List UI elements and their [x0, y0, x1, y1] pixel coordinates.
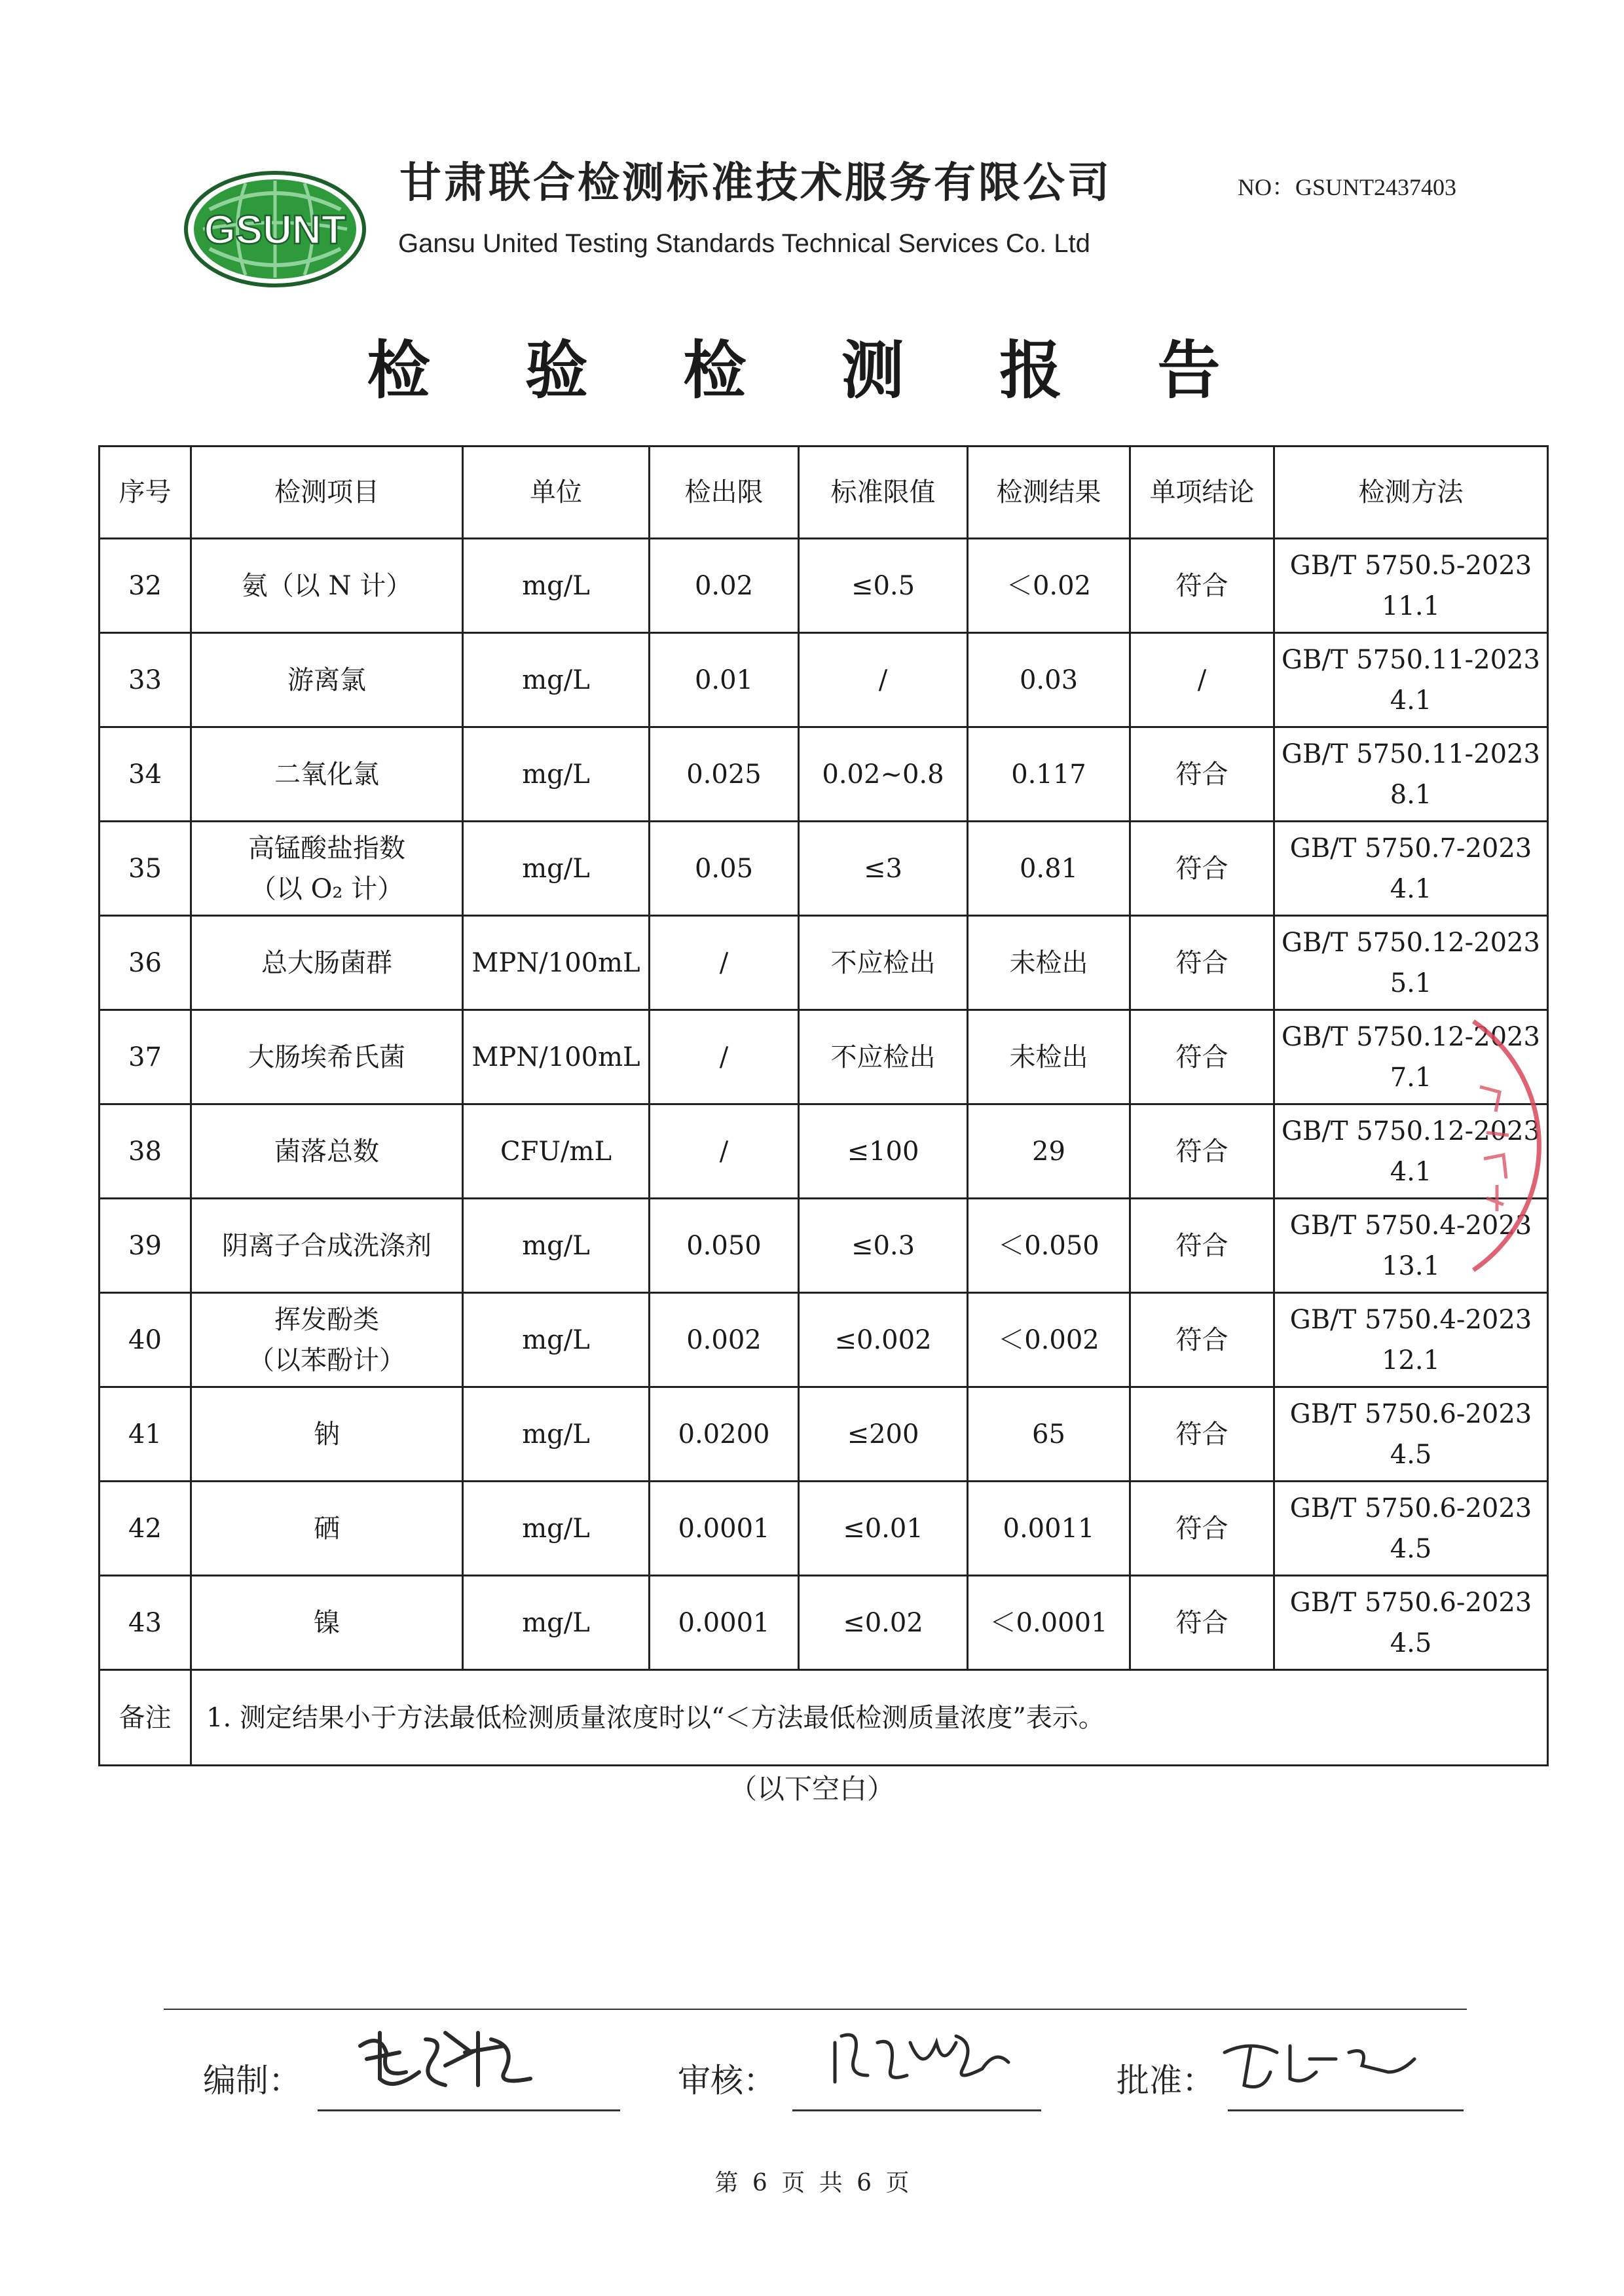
- note-text: 1. 测定结果小于方法最低检测质量浓度时以“＜方法最低检测质量浓度”表示。: [191, 1670, 1548, 1766]
- test-result-text: 0.117: [1011, 759, 1086, 790]
- unit-text: mg/L: [522, 1513, 590, 1544]
- test-method-text: 8.1: [1390, 779, 1432, 810]
- logo-text: GSUNT: [204, 208, 346, 253]
- row-number: [100, 1199, 191, 1293]
- report-title: 检 验 检 测 报 告: [367, 334, 1257, 407]
- test-result-text: 29: [1032, 1136, 1065, 1167]
- unit: [463, 822, 650, 916]
- unit-text: MPN/100mL: [471, 947, 640, 978]
- detection-limit: [650, 822, 799, 916]
- detection-limit: [650, 916, 799, 1010]
- detection-limit-text: /: [719, 1042, 729, 1072]
- test-item-text: 大肠埃希氏菌: [248, 1042, 405, 1072]
- table-row: [100, 1010, 1548, 1104]
- test-method-text: GB/T 5750.6-2023: [1289, 1587, 1532, 1618]
- standard-limit: [799, 539, 968, 633]
- test-item-text: 二氧化氯: [274, 759, 379, 790]
- test-method-text: 4.1: [1390, 685, 1432, 716]
- test-item-text: 游离氯: [287, 665, 366, 695]
- test-result: [968, 539, 1130, 633]
- unit-text: mg/L: [522, 570, 590, 601]
- detection-limit-text: 0.0001: [678, 1607, 770, 1638]
- test-item-text: 阴离子合成洗涤剂: [222, 1230, 432, 1261]
- test-method: [1274, 633, 1548, 727]
- standard-limit: [799, 1199, 968, 1293]
- test-item: [191, 1010, 463, 1104]
- standard-limit-text: 不应检出: [830, 1042, 936, 1072]
- test-method: [1274, 1387, 1548, 1482]
- standard-limit-text: 0.02~0.8: [822, 759, 944, 790]
- conclusion-text: 符合: [1175, 1607, 1228, 1638]
- test-item-text: 镍: [314, 1607, 340, 1638]
- conclusion: [1130, 822, 1274, 916]
- test-item: [191, 727, 463, 822]
- conclusion: [1130, 916, 1274, 1010]
- test-result-text: 未检出: [1009, 947, 1088, 978]
- test-results-table: [98, 445, 1549, 1766]
- test-result-text: 0.03: [1019, 665, 1079, 695]
- table-header-row: [100, 446, 1548, 539]
- test-item-text: 硒: [314, 1513, 340, 1544]
- table-row: [100, 1293, 1548, 1387]
- table-row: [100, 1482, 1548, 1576]
- table-row: [100, 1387, 1548, 1482]
- standard-limit-text: /: [878, 665, 888, 695]
- prepared-by-line: [318, 2109, 620, 2111]
- column-header: 标准限值: [799, 446, 968, 539]
- row-number-text: 38: [128, 1136, 162, 1167]
- test-result: [968, 633, 1130, 727]
- row-number: [100, 822, 191, 916]
- unit-text: mg/L: [522, 1230, 590, 1261]
- row-number-text: 37: [128, 1042, 162, 1072]
- row-number: [100, 1387, 191, 1482]
- row-number-text: 32: [128, 570, 162, 601]
- conclusion-text: /: [1197, 665, 1207, 695]
- unit: [463, 1387, 650, 1482]
- conclusion-text: 符合: [1175, 1513, 1228, 1544]
- test-item-text: 氨（以 N 计）: [241, 570, 413, 601]
- detection-limit: [650, 633, 799, 727]
- row-number: [100, 1482, 191, 1576]
- row-number: [100, 1104, 191, 1199]
- conclusion-text: 符合: [1175, 1230, 1228, 1261]
- detection-limit: [650, 1199, 799, 1293]
- conclusion-text: 符合: [1175, 759, 1228, 790]
- test-method-text: 4.5: [1390, 1439, 1432, 1470]
- row-number-text: 43: [128, 1607, 162, 1638]
- test-result-text: ＜0.002: [998, 1324, 1099, 1355]
- test-method-text: 4.5: [1390, 1628, 1432, 1658]
- column-header: 检测方法: [1274, 446, 1548, 539]
- row-number: [100, 1576, 191, 1670]
- reviewed-by-label: 审核：: [678, 2062, 776, 2100]
- test-method-text: GB/T 5750.4-2023: [1289, 1210, 1532, 1241]
- test-result: [968, 1387, 1130, 1482]
- table-row: [100, 822, 1548, 916]
- company-logo: [183, 170, 367, 288]
- standard-limit: [799, 633, 968, 727]
- standard-limit-text: ≤0.01: [843, 1513, 923, 1544]
- detection-limit-text: 0.0200: [678, 1419, 770, 1449]
- unit: [463, 916, 650, 1010]
- test-item: [191, 916, 463, 1010]
- test-result-text: 未检出: [1009, 1042, 1088, 1072]
- row-number-text: 36: [128, 947, 162, 978]
- conclusion: [1130, 633, 1274, 727]
- test-method-text: GB/T 5750.4-2023: [1289, 1304, 1532, 1335]
- detection-limit: [650, 727, 799, 822]
- signature-divider: [164, 2009, 1467, 2010]
- table-row: [100, 916, 1548, 1010]
- page-number: 第 6 页 共 6 页: [714, 2170, 910, 2196]
- conclusion: [1130, 727, 1274, 822]
- unit-text: mg/L: [522, 853, 590, 884]
- test-method-text: 4.1: [1390, 1156, 1432, 1187]
- test-item: [191, 539, 463, 633]
- test-result: [968, 1293, 1130, 1387]
- test-result-text: ＜0.0001: [989, 1607, 1108, 1638]
- test-result: [968, 727, 1130, 822]
- standard-limit-text: ≤0.3: [851, 1230, 915, 1261]
- table-row: [100, 1199, 1548, 1293]
- test-item-text: 挥发酚类: [274, 1304, 379, 1335]
- test-result: [968, 1104, 1130, 1199]
- unit: [463, 1104, 650, 1199]
- test-result-text: ＜0.050: [998, 1230, 1099, 1261]
- standard-limit-text: ≤0.5: [851, 570, 915, 601]
- row-number: [100, 1010, 191, 1104]
- test-method-text: GB/T 5750.11-2023: [1282, 644, 1540, 675]
- test-item: [191, 1104, 463, 1199]
- test-result-text: 0.0011: [1003, 1513, 1095, 1544]
- test-method-text: 4.5: [1390, 1533, 1432, 1564]
- detection-limit: [650, 1482, 799, 1576]
- row-number: [100, 727, 191, 822]
- conclusion: [1130, 1104, 1274, 1199]
- column-header: 单项结论: [1130, 446, 1274, 539]
- conclusion: [1130, 1199, 1274, 1293]
- test-method: [1274, 727, 1548, 822]
- column-header: 检出限: [650, 446, 799, 539]
- conclusion-text: 符合: [1175, 1324, 1228, 1355]
- test-item: [191, 1293, 463, 1387]
- test-method: [1274, 916, 1548, 1010]
- unit-text: mg/L: [522, 1324, 590, 1355]
- conclusion: [1130, 1387, 1274, 1482]
- test-item: [191, 633, 463, 727]
- conclusion: [1130, 1482, 1274, 1576]
- unit: [463, 1199, 650, 1293]
- unit: [463, 1482, 650, 1576]
- standard-limit: [799, 822, 968, 916]
- test-method-text: 7.1: [1390, 1062, 1432, 1093]
- column-header: 序号: [100, 446, 191, 539]
- standard-limit: [799, 1293, 968, 1387]
- standard-limit-text: 不应检出: [830, 947, 936, 978]
- column-header: 单位: [463, 446, 650, 539]
- conclusion-text: 符合: [1175, 1419, 1228, 1449]
- standard-limit: [799, 1104, 968, 1199]
- test-method-text: 4.1: [1390, 873, 1432, 904]
- detection-limit-text: 0.0001: [678, 1513, 770, 1544]
- table-row: [100, 1576, 1548, 1670]
- red-seal-stamp: [1460, 1008, 1611, 1283]
- conclusion: [1130, 1576, 1274, 1670]
- test-item: [191, 1387, 463, 1482]
- conclusion-text: 符合: [1175, 947, 1228, 978]
- conclusion: [1130, 1010, 1274, 1104]
- note-row: [100, 1670, 1548, 1766]
- row-number-text: 39: [128, 1230, 162, 1261]
- test-method-text: GB/T 5750.7-2023: [1289, 833, 1532, 864]
- detection-limit-text: /: [719, 1136, 729, 1167]
- table-row: [100, 1104, 1548, 1199]
- row-number-text: 35: [128, 853, 162, 884]
- test-method-text: 12.1: [1381, 1345, 1441, 1376]
- reviewed-by-signature: [825, 2016, 1022, 2095]
- detection-limit-text: 0.05: [694, 853, 754, 884]
- standard-limit: [799, 727, 968, 822]
- test-item: [191, 1576, 463, 1670]
- unit: [463, 1293, 650, 1387]
- test-method-text: GB/T 5750.6-2023: [1289, 1398, 1532, 1429]
- test-result: [968, 916, 1130, 1010]
- test-method-text: 5.1: [1390, 968, 1432, 998]
- unit-text: CFU/mL: [500, 1136, 612, 1167]
- unit: [463, 633, 650, 727]
- test-item: [191, 1199, 463, 1293]
- company-name-en: Gansu United Testing Standards Technical Services Co. Ltd: [398, 229, 1090, 258]
- row-number-text: 41: [128, 1419, 162, 1449]
- test-item: [191, 822, 463, 916]
- report-number: NO：GSUNT2437403: [1238, 174, 1457, 200]
- unit-text: mg/L: [522, 1419, 590, 1449]
- row-number-text: 40: [128, 1324, 162, 1355]
- unit-text: MPN/100mL: [471, 1042, 640, 1072]
- unit: [463, 727, 650, 822]
- approved-by-line: [1228, 2109, 1464, 2111]
- test-item-text: 总大肠菌群: [261, 947, 392, 978]
- standard-limit-text: ≤200: [847, 1419, 919, 1449]
- test-method: [1274, 822, 1548, 916]
- column-header: 检测项目: [191, 446, 463, 539]
- standard-limit: [799, 916, 968, 1010]
- reviewed-by-line: [792, 2109, 1041, 2111]
- test-method-text: GB/T 5750.5-2023: [1289, 550, 1532, 581]
- row-number: [100, 916, 191, 1010]
- standard-limit-text: ≤100: [847, 1136, 919, 1167]
- standard-limit: [799, 1010, 968, 1104]
- test-result: [968, 822, 1130, 916]
- test-item-text: 高锰酸盐指数: [248, 833, 405, 864]
- row-number: [100, 1293, 191, 1387]
- unit: [463, 539, 650, 633]
- note-label: 备注: [100, 1670, 191, 1766]
- conclusion-text: 符合: [1175, 1042, 1228, 1072]
- prepared-by-signature: [354, 2020, 550, 2098]
- detection-limit: [650, 1387, 799, 1482]
- table-row: [100, 727, 1548, 822]
- test-item-text: （以苯酚计）: [248, 1345, 405, 1376]
- test-result: [968, 1010, 1130, 1104]
- test-method: [1274, 1482, 1548, 1576]
- standard-limit-text: ≤3: [864, 853, 902, 884]
- table-row: [100, 539, 1548, 633]
- unit-text: mg/L: [522, 759, 590, 790]
- row-number-text: 34: [128, 759, 162, 790]
- approved-by-signature: [1218, 2026, 1428, 2098]
- detection-limit-text: 0.002: [686, 1324, 762, 1355]
- detection-limit-text: 0.050: [686, 1230, 762, 1261]
- standard-limit-text: ≤0.002: [834, 1324, 932, 1355]
- test-result: [968, 1482, 1130, 1576]
- unit-text: mg/L: [522, 665, 590, 695]
- test-method-text: 11.1: [1381, 591, 1441, 621]
- test-method-text: 13.1: [1381, 1250, 1441, 1281]
- test-method: [1274, 539, 1548, 633]
- test-item: [191, 1482, 463, 1576]
- test-result-text: 0.81: [1019, 853, 1079, 884]
- detection-limit: [650, 1576, 799, 1670]
- prepared-by-label: 编制：: [203, 2062, 301, 2100]
- standard-limit: [799, 1482, 968, 1576]
- test-method: [1274, 1293, 1548, 1387]
- detection-limit: [650, 1293, 799, 1387]
- approved-by-label: 批准：: [1116, 2062, 1215, 2100]
- unit: [463, 1576, 650, 1670]
- row-number: [100, 539, 191, 633]
- conclusion: [1130, 1293, 1274, 1387]
- standard-limit: [799, 1576, 968, 1670]
- unit: [463, 1010, 650, 1104]
- row-number-text: 33: [128, 665, 162, 695]
- test-method-text: GB/T 5750.12-2023: [1282, 1116, 1540, 1146]
- test-item-text: 钠: [314, 1419, 340, 1449]
- test-item-text: （以 O₂ 计）: [249, 873, 404, 904]
- blank-below-note: （以下空白）: [729, 1773, 895, 1805]
- detection-limit-text: 0.01: [694, 665, 754, 695]
- detection-limit: [650, 1104, 799, 1199]
- standard-limit-text: ≤0.02: [843, 1607, 923, 1638]
- test-result-text: ＜0.02: [1006, 570, 1092, 601]
- company-name-cn: 甘肃联合检测标准技术服务有限公司: [399, 159, 1112, 208]
- detection-limit: [650, 539, 799, 633]
- standard-limit: [799, 1387, 968, 1482]
- test-method-text: GB/T 5750.11-2023: [1282, 738, 1540, 769]
- detection-limit-text: /: [719, 947, 729, 978]
- test-method: [1274, 1576, 1548, 1670]
- test-result: [968, 1576, 1130, 1670]
- conclusion-text: 符合: [1175, 853, 1228, 884]
- test-item-text: 菌落总数: [274, 1136, 379, 1167]
- row-number-text: 42: [128, 1513, 162, 1544]
- unit-text: mg/L: [522, 1607, 590, 1638]
- detection-limit: [650, 1010, 799, 1104]
- detection-limit-text: 0.025: [686, 759, 762, 790]
- conclusion-text: 符合: [1175, 1136, 1228, 1167]
- test-method-text: GB/T 5750.6-2023: [1289, 1493, 1532, 1523]
- table-row: [100, 633, 1548, 727]
- conclusion-text: 符合: [1175, 570, 1228, 601]
- test-method-text: GB/T 5750.12-2023: [1282, 927, 1540, 958]
- detection-limit-text: 0.02: [694, 570, 754, 601]
- row-number: [100, 633, 191, 727]
- column-header: 检测结果: [968, 446, 1130, 539]
- test-method-text: GB/T 5750.12-2023: [1282, 1021, 1540, 1052]
- test-result: [968, 1199, 1130, 1293]
- conclusion: [1130, 539, 1274, 633]
- test-result-text: 65: [1032, 1419, 1065, 1449]
